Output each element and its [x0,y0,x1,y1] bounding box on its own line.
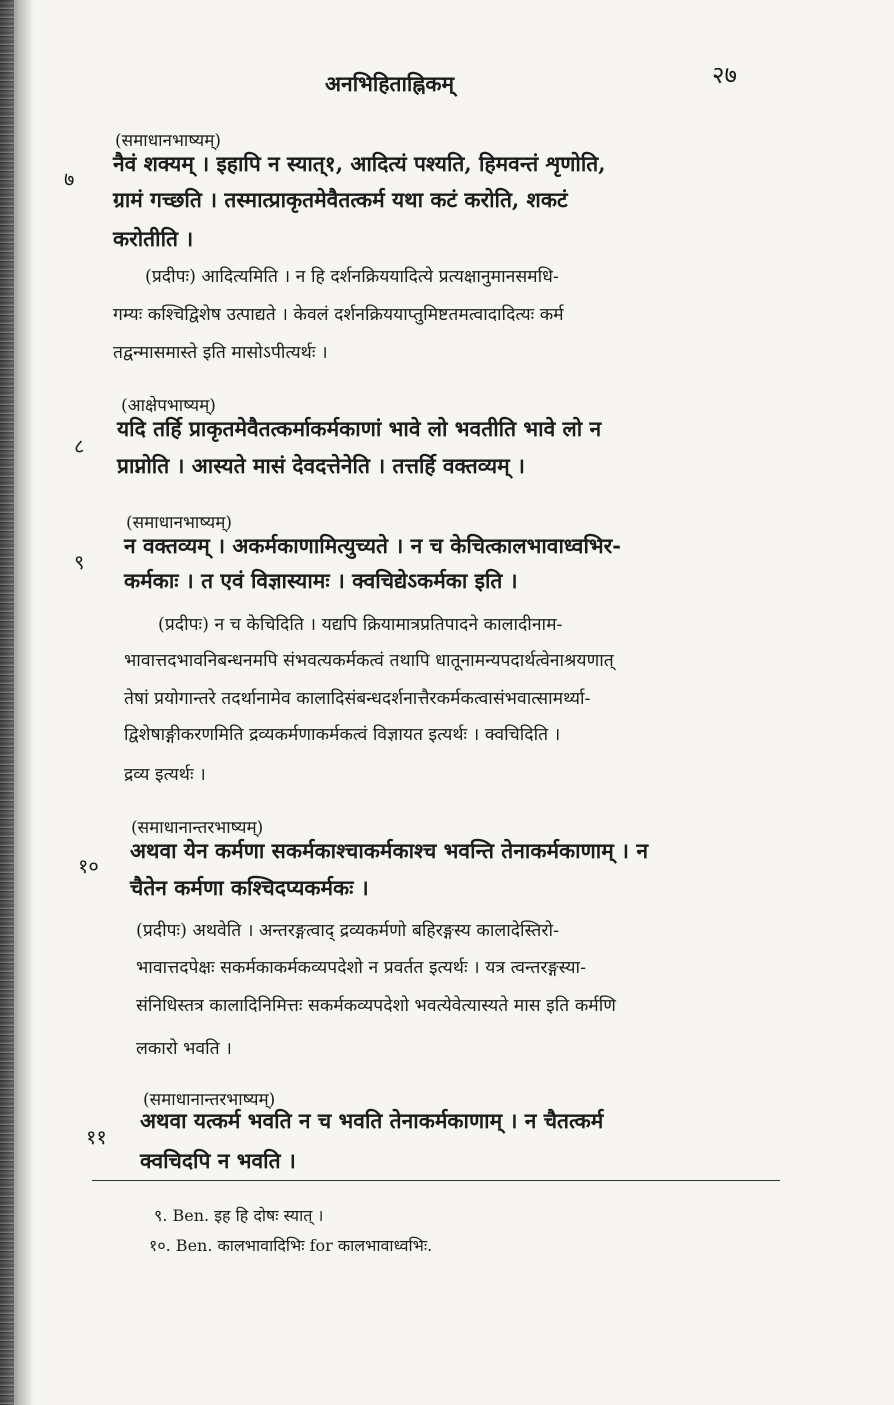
section-10-pradipa-line-2: भावात्तदपेक्षः सकर्मकाकर्मकव्यपदेशो न प्रवर्तत इत्यर्थः । यत्र त्वन्तरङ्गस्या- [136,958,586,978]
section-10-number: १० [78,854,99,878]
section-10-pradipa-line-1: (प्रदीपः) अथवेति । अन्तरङ्गत्वाद् द्रव्यकर्मणो बहिरङ्गस्य कालादेस्तिरो- [136,921,559,941]
section-11-bhashya-line-1: अथवा यत्कर्म भवति न च भवति तेनाकर्मकाणाम् । न चैतत्कर्म [140,1108,604,1133]
section-10-bhashya-line-1: अथवा येन कर्मणा सकर्मकाश्चाकर्मकाश्च भवन्ति तेनाकर्मकाणाम् । न [130,838,648,863]
page-number: २७ [712,61,737,89]
footnote-divider [92,1180,780,1181]
section-7-pradipa-line-2: गम्यः कश्चिद्विशेष उत्पाद्यते । केवलं दर्शनक्रिययाप्तुमिष्टतमत्वादादित्यः कर्म [113,305,564,325]
section-7-number: ७ [64,167,75,191]
section-11-number: ११ [86,1125,107,1149]
section-10-pradipa-line-4: लकारो भवति । [136,1039,232,1059]
section-7-pradipa-line-1: (प्रदीपः) आदित्यमिति । न हि दर्शनक्रिययादित्ये प्रत्यक्षानुमानसमधि- [145,267,559,287]
section-8-bhashya-line-1: यदि तर्हि प्राकृतमेवैतत्कर्माकर्मकाणां भावे लो भवतीति भावे लो न [117,416,602,441]
running-header-title: अनभिहिताह्निकम् [325,71,455,96]
section-9-pradipa-line-5: द्रव्य इत्यर्थः । [124,765,206,785]
section-9-number: ९ [74,550,85,574]
section-9-pradipa-line-3: तेषां प्रयोगान्तरे तदर्थानामेव कालादिसंबन्धदर्शनात्तैरकर्मकत्वासंभवात्सामर्थ्या- [124,689,591,709]
section-9-bhashya-line-1: न वक्तव्यम् । अकर्मकाणामित्युच्यते । न च केचित्कालभावाध्वभिर- [124,533,621,558]
section-9-pradipa-line-1: (प्रदीपः) न च केचिदिति । यद्यपि क्रियामात्रप्रतिपादने कालादीनाम- [158,615,563,635]
section-7-bhashya-line-2: ग्रामं गच्छति । तस्मात्प्राकृतमेवैतत्कर्म यथा कटं करोति, शकटं [113,187,568,212]
section-9-pradipa-line-4: द्विशेषाङ्गीकरणमिति द्रव्यकर्मणाकर्मकत्वं विज्ञायत इत्यर्थः । क्वचिदिति । [124,725,561,745]
section-8-label: (आक्षेपभाष्यम्) [121,396,216,416]
section-10-label: (समाधानान्तरभाष्यम्) [131,818,264,838]
section-9-bhashya-line-2: कर्मकाः । त एवं विज्ञास्यामः । क्वचिद्येऽकर्मका इति । [124,568,518,593]
section-10-pradipa-line-3: संनिधिस्तत्र कालादिनिमित्तः सकर्मकव्यपदेशो भवत्येवेत्यास्यते मास इति कर्मणि [136,996,616,1016]
footnote-9: ९. Ben. इह हि दोषः स्यात् । [154,1206,324,1225]
section-9-pradipa-line-2: भावात्तदभावनिबन्धनमपि संभवत्यकर्मकत्वं तथापि धातूनामन्यपदार्थत्वेनाश्रयणात् [124,651,614,671]
section-7-pradipa-line-3: तद्वन्मासमास्ते इति मासोऽपीत्यर्थः । [113,343,328,363]
section-7-bhashya-line-3: करोतीति । [113,226,194,251]
section-8-number: ८ [74,434,85,458]
section-7-label: (समाधानभाष्यम्) [115,131,222,151]
section-11-label: (समाधानान्तरभाष्यम्) [143,1090,276,1110]
section-11-bhashya-line-2: क्वचिदपि न भवति । [140,1148,296,1173]
section-8-bhashya-line-2: प्राप्नोति । आस्यते मासं देवदत्तेनेति । तत्तर्हि वक्तव्यम् । [117,453,525,478]
section-10-bhashya-line-2: चैतेन कर्मणा कश्चिदप्यकर्मकः । [130,875,369,900]
section-9-label: (समाधानभाष्यम्) [126,513,233,533]
footnote-10: १०. Ben. कालभावादिभिः for कालभावाध्वभिः. [149,1236,433,1255]
section-7-bhashya-line-1: नैवं शक्यम् । इहापि न स्यात्१, आदित्यं पश्यति, हिमवन्तं शृणोति, [113,151,606,176]
